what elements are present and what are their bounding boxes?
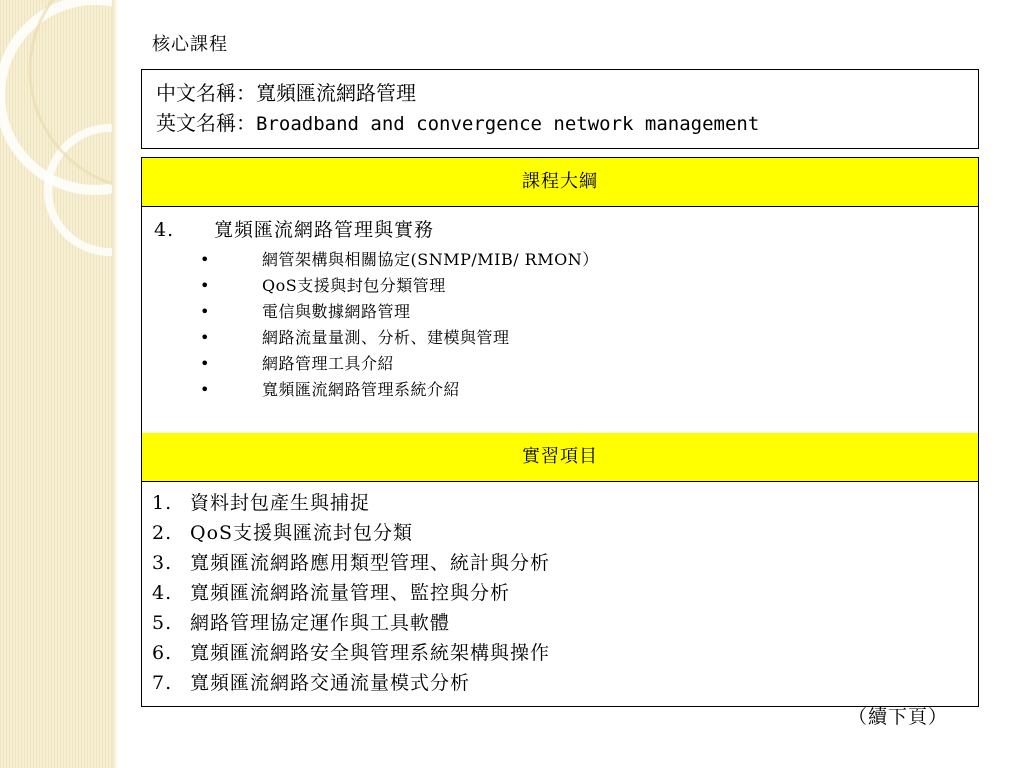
- list-item: • 網路管理工具介紹: [200, 351, 599, 377]
- list-item: 5. 網路管理協定運作與工具軟體: [152, 612, 451, 634]
- outline-header: 課程大綱: [142, 158, 978, 207]
- list-item: 7. 寬頻匯流網路交通流量模式分析: [152, 672, 471, 694]
- bullet-icon: •: [200, 276, 210, 295]
- english-name-label: 英文名稱：: [156, 111, 256, 135]
- list-item: • QoS支援與封包分類管理: [200, 273, 599, 299]
- outline-bullet-list: [200, 247, 599, 403]
- page-title: 核心課程: [152, 34, 228, 55]
- list-item: • 網管架構與相關協定(SNMP/MIB/ RMON）: [200, 247, 599, 273]
- bullet-icon: •: [200, 328, 210, 347]
- list-item: • 網路流量量測、分析、建模與管理: [200, 325, 599, 351]
- practice-header: 實習項目: [142, 433, 978, 482]
- list-item: 6. 寬頻匯流網路安全與管理系統架構與操作: [152, 642, 551, 664]
- course-name-box: [141, 69, 979, 149]
- list-item: • 電信與數據網路管理: [200, 299, 599, 325]
- sidebar-edge: [112, 0, 118, 768]
- outline-main-number: 4.: [154, 219, 175, 241]
- course-outline-table: [141, 157, 979, 707]
- chinese-name-value: 寬頻匯流網路管理: [256, 81, 416, 105]
- decorative-sidebar: [0, 0, 112, 768]
- practice-list: [152, 488, 550, 698]
- list-item: 2. QoS支援與匯流封包分類: [152, 522, 414, 544]
- chinese-name-label: 中文名稱：: [156, 81, 256, 105]
- bullet-icon: •: [200, 354, 210, 373]
- list-item: 3. 寬頻匯流網路應用類型管理、統計與分析: [152, 552, 551, 574]
- outline-body: [142, 207, 978, 434]
- english-name-line: [156, 108, 978, 139]
- outline-main-text: 寬頻匯流網路管理與實務: [214, 219, 435, 241]
- bullet-icon: •: [200, 380, 210, 399]
- continued-note: （續下頁）: [848, 706, 949, 728]
- bullet-icon: •: [200, 302, 210, 321]
- list-item: 1. 資料封包產生與捕捉: [152, 492, 371, 514]
- decorative-rings: [0, 0, 112, 768]
- list-item: 4. 寬頻匯流網路流量管理、監控與分析: [152, 582, 511, 604]
- bullet-icon: •: [200, 250, 210, 269]
- english-name-value: Broadband and convergence network management: [256, 113, 760, 135]
- outline-main-item: [154, 215, 434, 242]
- chinese-name-line: [156, 78, 978, 108]
- list-item: • 寬頻匯流網路管理系統介紹: [200, 377, 599, 403]
